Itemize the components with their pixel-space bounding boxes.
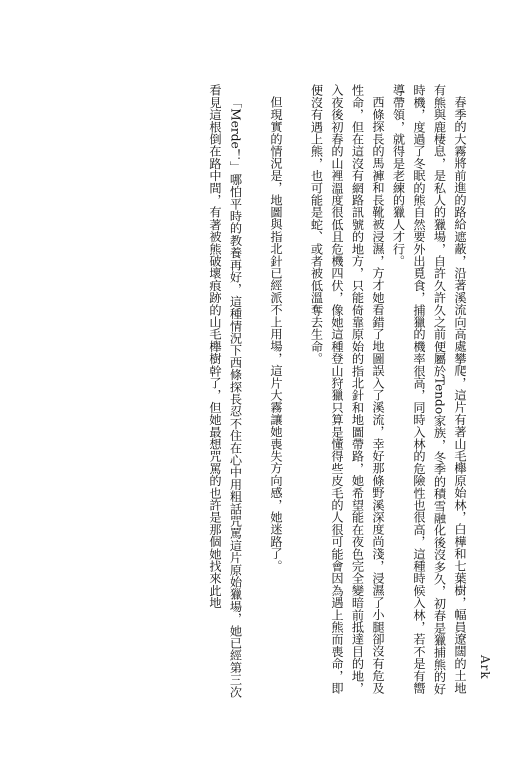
paragraph: 但現實的情況是，地圖與指北針已經派不上用場，這片大霧讓她喪失方向感，她迷路了。 bbox=[269, 96, 283, 572]
paragraph: 春季的大霧將前進的路給遮蔽，沿著溪流向高處攀爬，這片有著山毛櫸原始林，白樺和七葉樹，幅員遼闊的土地有熊與鹿棲息，是私人的獵場，自許久許久之前便屬於Tendo家族，冬季的積雪融化後沒多久，初春是獵捕熊的好時機，度過了冬眠的熊自然要外出覓食，捕獵的機率很高，同時入林的危險性也很高，這種時候入林，若不是有嚮導帶領，就得是老練的獵人才行。 bbox=[391, 84, 467, 695]
running-header: Ark bbox=[478, 655, 492, 680]
body-text bbox=[50, 84, 470, 704]
paragraph: 「Merde！」哪怕平時的教養再好，這種情況下西條探長忍不住在心中用粗話咒罵這片原始獵場，她已經第三次看見這根倒在路中間，有著被熊破壞痕跡的山毛櫸樹幹了，但她最想咒罵的也許是那個她找來此地 bbox=[208, 84, 243, 698]
paragraph: 西條探長的馬褲和長靴被浸濕，方才她看錯了地圖誤入了溪流，幸好那條野溪深度尚淺，浸濕了小腿卻沒有危及性命，但在這沒有網路訊號的地方，只能倚靠原始的指北針和地圖帶路，她希望能在夜色完全變暗前抵達目的地，入夜後初春的山裡溫度很低且危機四伏，像她這種登山狩獵只算是懂得些皮毛的人很可能會因為遇上熊而喪命，即便沒有遇上熊，也可能是蛇、或者被低溫奪去生命。 bbox=[309, 84, 385, 694]
